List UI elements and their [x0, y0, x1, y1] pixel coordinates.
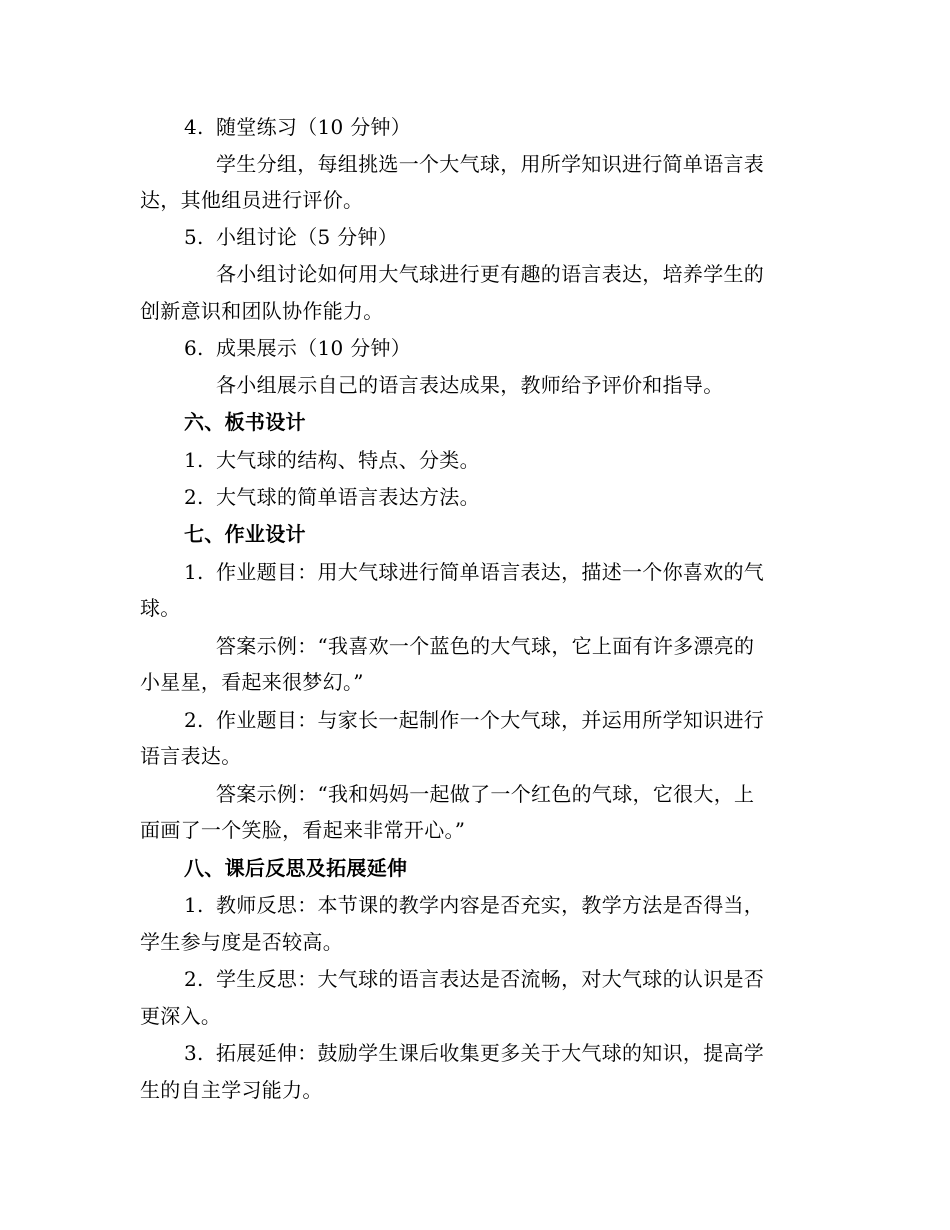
item-text: 成果展示（10 分钟）: [216, 336, 412, 360]
item-text: 学生反思：大气球的语言表达是否流畅，对大气球的认识是否: [216, 967, 765, 991]
paragraph-line: 创新意识和团队协作能力。: [140, 299, 384, 323]
section-heading: 七、作业设计: [184, 522, 306, 546]
item-text: 随堂练习（10 分钟）: [216, 115, 412, 139]
item-number: 4.: [184, 115, 204, 139]
list-item: [184, 965, 764, 993]
paragraph-line: 生的自主学习能力。: [140, 1078, 323, 1102]
item-text: 小组讨论（5 分钟）: [216, 225, 399, 249]
item-text: 作业题目：与家长一起制作一个大气球，并运用所学知识进行: [216, 708, 765, 732]
item-number: 2.: [184, 967, 204, 991]
paragraph-line: 达，其他组员进行评价。: [140, 188, 364, 212]
list-item: [184, 891, 764, 919]
paragraph-line: 各小组展示自己的语言表达成果，教师给予评价和指导。: [216, 373, 724, 397]
item-text: 教师反思：本节课的教学内容是否充实，教学方法是否得当，: [216, 893, 765, 917]
paragraph-line: 面画了一个笑脸，看起来非常开心。”: [140, 818, 466, 842]
paragraph-line: 学生参与度是否较高。: [140, 930, 343, 954]
list-item: [184, 113, 411, 141]
item-number: 2.: [184, 485, 204, 509]
paragraph-line: 答案示例：“我喜欢一个蓝色的大气球，它上面有许多漂亮的: [216, 634, 755, 658]
list-item: [184, 483, 480, 511]
paragraph-line: 语言表达。: [140, 744, 242, 768]
item-text: 大气球的简单语言表达方法。: [216, 485, 480, 509]
item-number: 1.: [184, 560, 204, 584]
item-number: 6.: [184, 336, 204, 360]
list-item: [184, 223, 398, 251]
paragraph-line: 各小组讨论如何用大气球进行更有趣的语言表达，培养学生的: [216, 262, 765, 286]
paragraph-line: 更深入。: [140, 1004, 222, 1028]
item-number: 1.: [184, 448, 204, 472]
paragraph-line: 学生分组，每组挑选一个大气球，用所学知识进行简单语言表: [216, 152, 765, 176]
item-text: 大气球的结构、特点、分类。: [216, 448, 480, 472]
section-heading: 八、课后反思及拓展延伸: [184, 856, 408, 880]
section-heading: 六、板书设计: [184, 410, 306, 434]
item-text: 拓展延伸：鼓励学生课后收集更多关于大气球的知识，提高学: [216, 1041, 765, 1065]
list-item: [184, 334, 411, 362]
list-item: [184, 446, 480, 474]
item-number: 1.: [184, 893, 204, 917]
list-item: [184, 706, 764, 734]
item-number: 5.: [184, 225, 204, 249]
paragraph-line: 球。: [140, 596, 181, 620]
list-item: [184, 558, 764, 586]
paragraph-line: 答案示例：“我和妈妈一起做了一个红色的气球，它很大，上: [216, 782, 755, 806]
paragraph-line: 小星星，看起来很梦幻。”: [140, 670, 364, 694]
list-item: [184, 1039, 764, 1067]
item-text: 作业题目：用大气球进行简单语言表达，描述一个你喜欢的气: [216, 560, 765, 584]
item-number: 2.: [184, 708, 204, 732]
item-number: 3.: [184, 1041, 204, 1065]
